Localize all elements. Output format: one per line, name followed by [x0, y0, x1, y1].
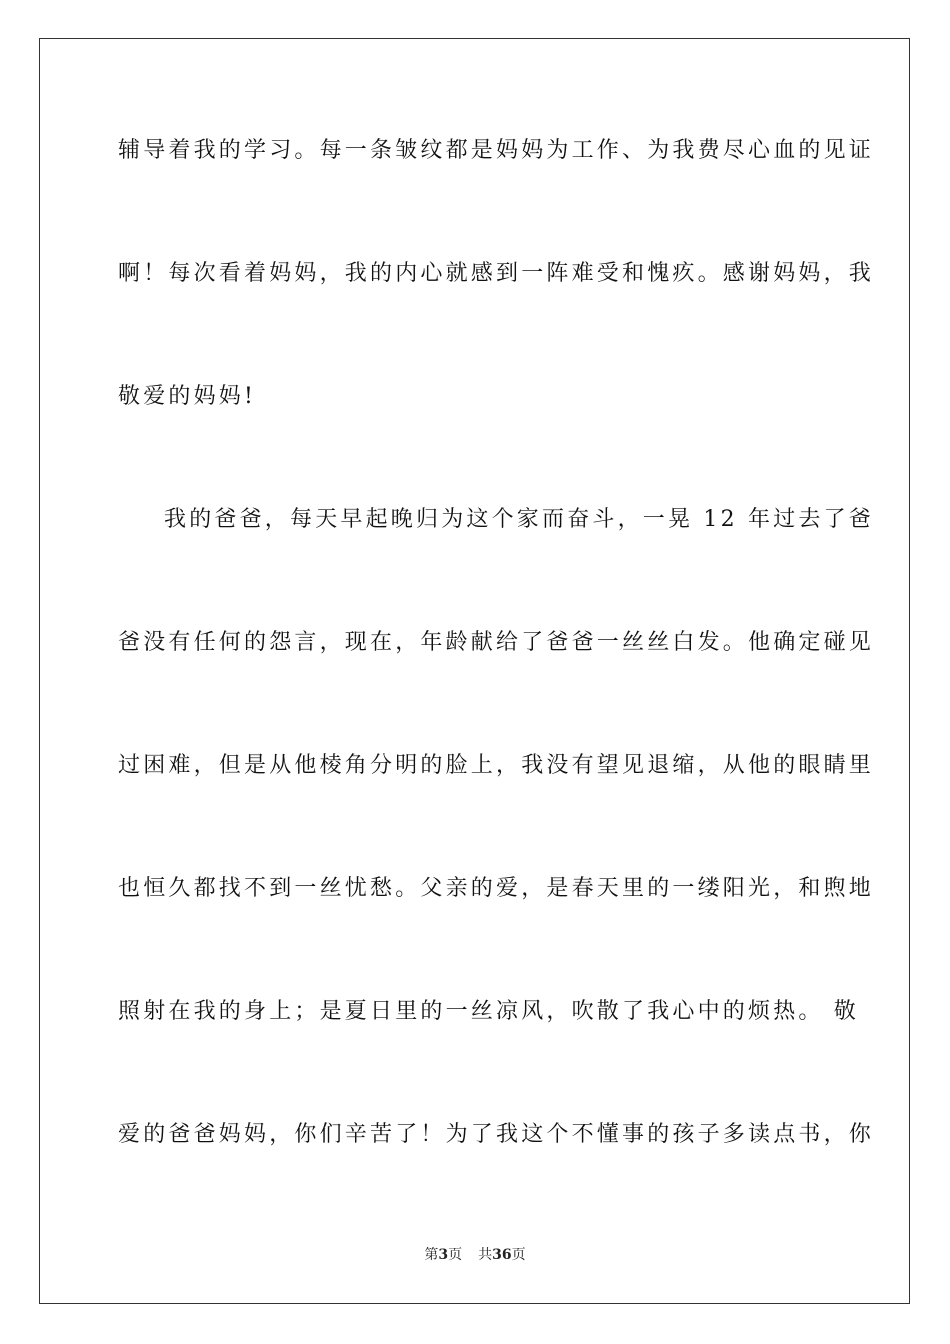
body-text-line-1: 辅导着我的学习。每一条皱纹都是妈妈为工作、为我费尽心血的见证	[118, 138, 875, 163]
page-border	[39, 38, 910, 1304]
total-suffix: 页	[511, 1247, 526, 1263]
body-text-line-4: 我的爸爸，每天早起晚归为这个家而奋斗，一晃 12 年过去了爸	[164, 507, 874, 532]
page-footer	[0, 1246, 950, 1264]
body-text-line-6: 过困难，但是从他棱角分明的脸上，我没有望见退缩，从他的眼睛里	[118, 753, 875, 778]
page-prefix: 第	[424, 1247, 439, 1263]
body-text-line-7: 也恒久都找不到一丝忧愁。父亲的爱，是春天里的一缕阳光，和煦地	[118, 876, 875, 901]
page-suffix: 页	[448, 1247, 463, 1263]
body-text-line-2: 啊！每次看着妈妈，我的内心就感到一阵难受和愧疚。感谢妈妈，我	[118, 261, 875, 286]
body-text-line-8: 照射在我的身上；是夏日里的一丝凉风，吹散了我心中的烦热。 敬	[118, 999, 859, 1024]
total-prefix: 共	[478, 1247, 493, 1263]
body-text-line-9: 爱的爸爸妈妈，你们辛苦了！为了我这个不懂事的孩子多读点书，你	[118, 1122, 875, 1147]
total-page-count: 36	[492, 1247, 512, 1263]
body-text-line-5: 爸没有任何的怨言，现在，年龄献给了爸爸一丝丝白发。他确定碰见	[118, 630, 875, 655]
body-text-line-3: 敬爱的妈妈!	[118, 384, 257, 409]
current-page-number: 3	[438, 1247, 449, 1263]
